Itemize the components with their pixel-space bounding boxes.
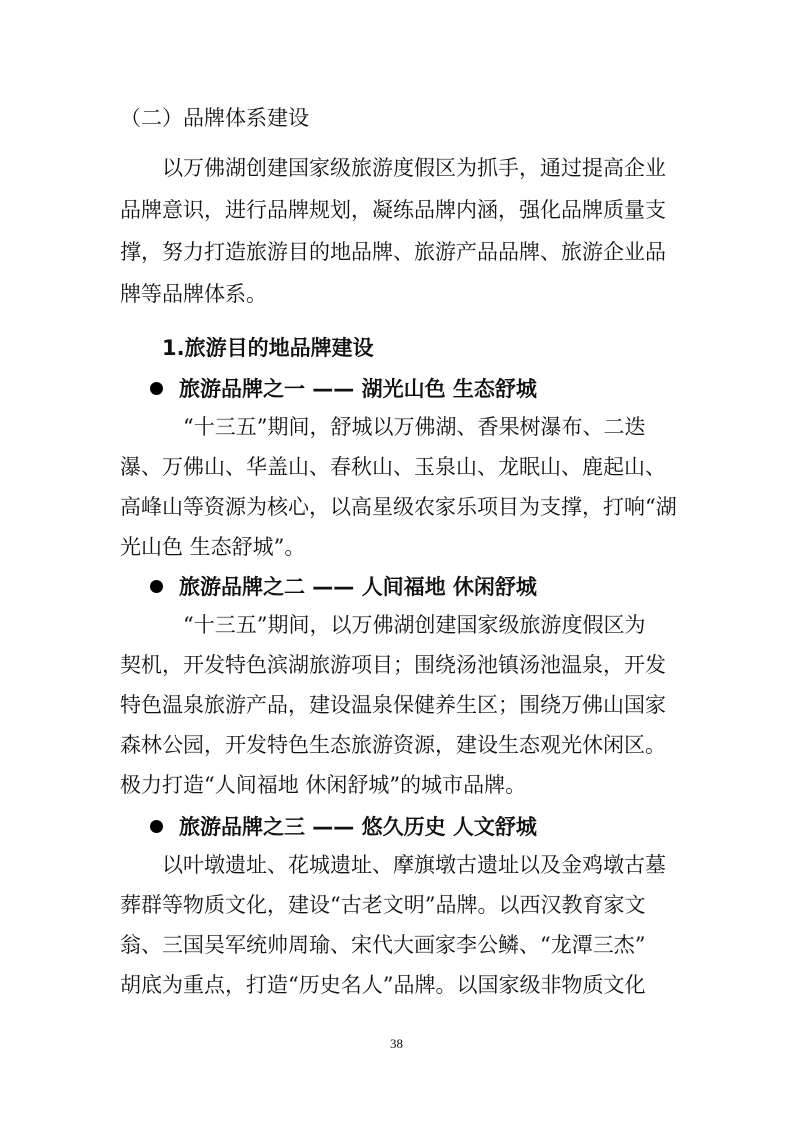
- body-line: 以叶墩遗址、花城遗址、摩旗墩古遗址以及金鸡墩古墓: [162, 853, 666, 877]
- body-line: 森林公园，开发特色生态旅游资源，建设生态观光休闲区。: [120, 733, 666, 757]
- body-line: 特色温泉旅游产品，建设温泉保健养生区；围绕万佛山国家: [120, 693, 666, 717]
- brand-title: 旅游品牌之二 —— 人间福地 休闲舒城: [179, 575, 537, 599]
- body-line: 极力打造“人间福地 休闲舒城”的城市品牌。: [120, 773, 527, 797]
- body-line: “十三五”期间，舒城以万佛湖、香果树瀑布、二迭: [183, 415, 646, 439]
- section-heading: （二）品牌体系建设: [120, 106, 309, 130]
- brand-heading: [150, 812, 537, 842]
- bullet-icon: [150, 382, 163, 395]
- subheading: 1.旅游目的地品牌建设: [162, 336, 374, 360]
- brand-title: 旅游品牌之三 —— 悠久历史 人文舒城: [179, 815, 537, 839]
- intro-line: 牌等品牌体系。: [120, 282, 267, 306]
- bullet-icon: [150, 580, 163, 593]
- brand-title: 旅游品牌之一 —— 湖光山色 生态舒城: [179, 377, 537, 401]
- page-number: 38: [390, 1036, 403, 1051]
- body-line: 契机，开发特色滨湖旅游项目；围绕汤池镇汤池温泉，开发: [120, 653, 666, 677]
- body-line: 光山色 生态舒城”。: [120, 535, 306, 559]
- brand-heading: [150, 374, 537, 404]
- body-line: “十三五”期间，以万佛湖创建国家级旅游度假区为: [183, 613, 646, 637]
- intro-line: 品牌意识，进行品牌规划，凝练品牌内涵，强化品牌质量支: [120, 198, 666, 222]
- brand-heading: [150, 572, 537, 602]
- intro-line: 撑，努力打造旅游目的地品牌、旅游产品品牌、旅游企业品: [120, 240, 666, 264]
- body-line: 翁、三国吴军统帅周瑜、宋代大画家李公鳞、“龙潭三杰”: [120, 933, 646, 957]
- body-line: 葬群等物质文化，建设“古老文明”品牌。以西汉教育家文: [120, 893, 646, 917]
- body-line: 高峰山等资源为核心，以高星级农家乐项目为支撑，打响“湖: [120, 495, 677, 519]
- body-line: 胡底为重点，打造“历史名人”品牌。以国家级非物质文化: [120, 973, 646, 997]
- bullet-icon: [150, 820, 163, 833]
- body-line: 瀑、万佛山、华盖山、春秋山、玉泉山、龙眠山、鹿起山、: [120, 455, 666, 479]
- intro-line: 以万佛湖创建国家级旅游度假区为抓手，通过提高企业: [162, 156, 666, 180]
